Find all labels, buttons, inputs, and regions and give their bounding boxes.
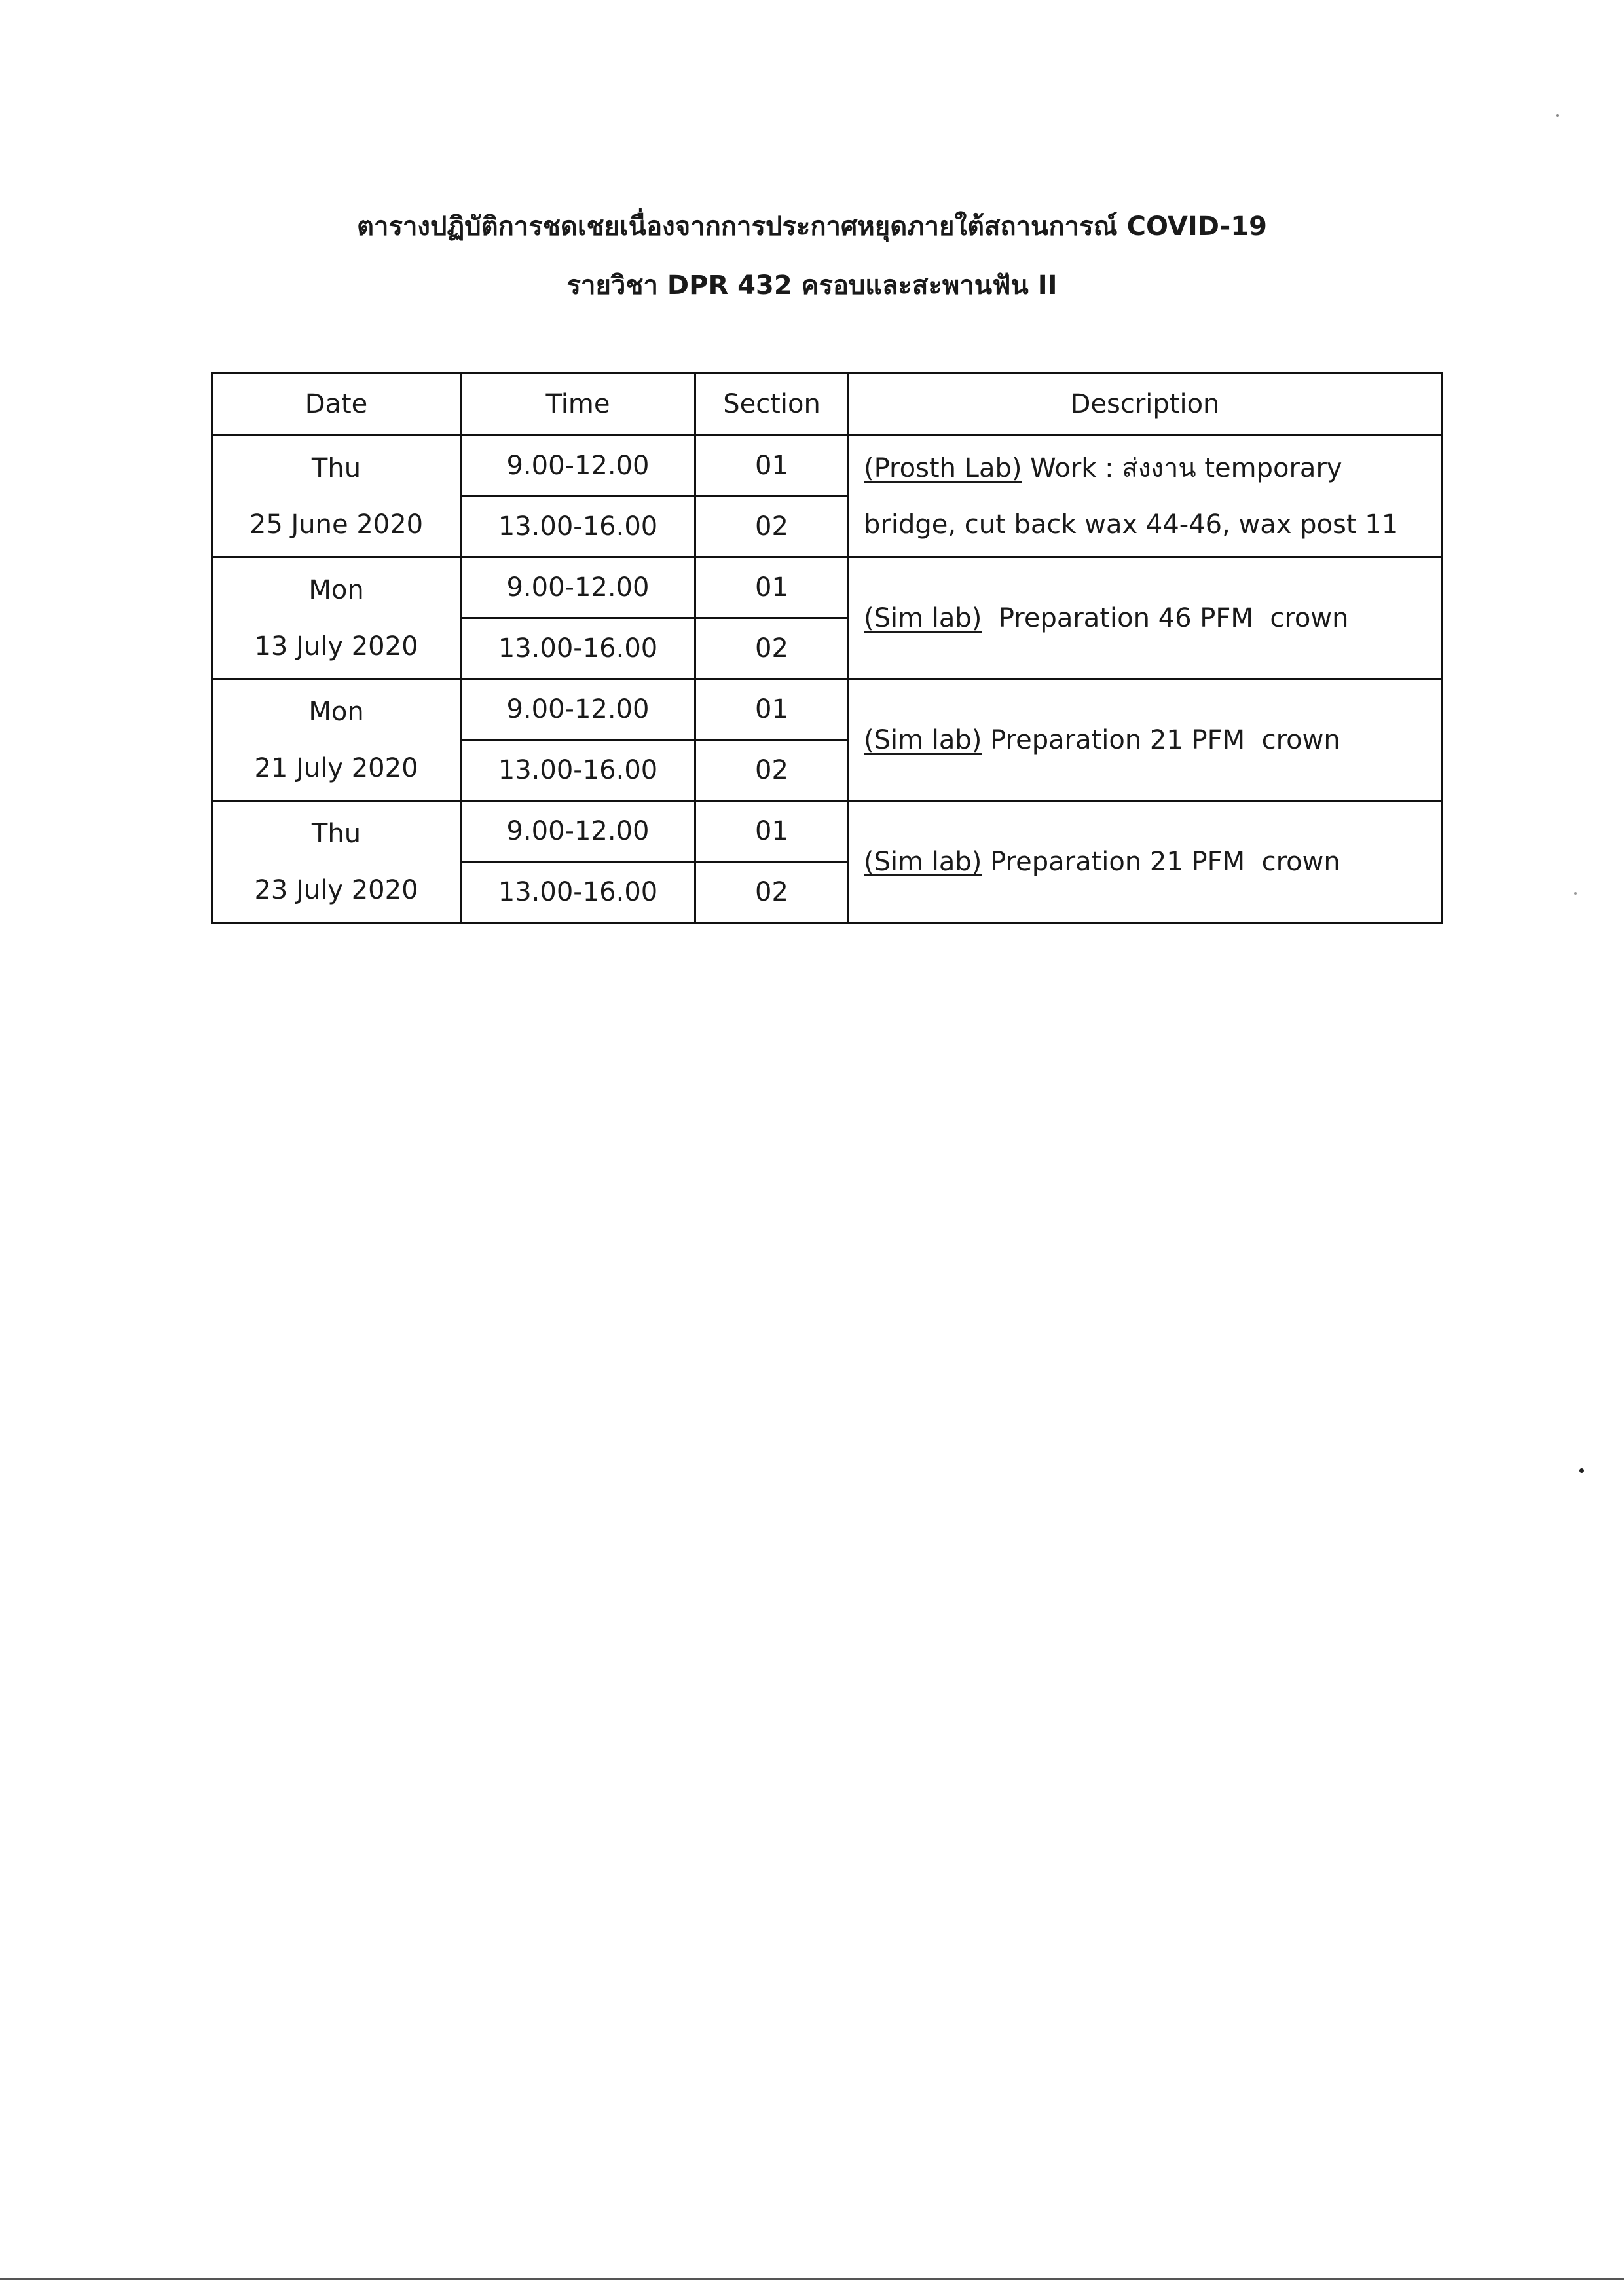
date-cell: [212, 436, 461, 557]
description-cell: [849, 801, 1442, 923]
header-time: Time: [461, 373, 695, 436]
day-label: Mon: [308, 696, 364, 727]
document-subtitle: รายวิชา DPR 432 ครอบและสะพานฟัน II: [566, 271, 1058, 301]
lab-tag: (Sim lab): [864, 724, 982, 755]
document-title: ตารางปฏิบัติการชดเชยเนื่องจากการประกาศหยุดภายใต้สถานการณ์ COVID-19: [357, 212, 1267, 242]
description-cell: [849, 679, 1442, 801]
header-description: Description: [849, 373, 1442, 436]
lab-tag: (Sim lab): [864, 846, 982, 877]
description-text: Preparation 21 PFM crown: [982, 724, 1340, 755]
table-row: [212, 801, 1442, 862]
date-label: 21 July 2020: [254, 753, 418, 783]
lab-tag: (Sim lab): [864, 603, 982, 633]
date-label: 23 July 2020: [254, 874, 418, 905]
description-text: Work : ส่งงาน temporary bridge, cut back wax 44-46, wax post 11: [864, 453, 1399, 540]
description-cell: [849, 436, 1442, 557]
date-cell: [212, 557, 461, 679]
date-label: 13 July 2020: [254, 631, 418, 662]
date-cell: [212, 679, 461, 801]
table-header-row: [212, 373, 1442, 436]
scan-speck: [1556, 114, 1559, 117]
time-cell: 13.00-16.00: [461, 618, 695, 679]
scan-speck: [1579, 1468, 1584, 1473]
section-cell: 01: [695, 801, 849, 862]
section-cell: 01: [695, 679, 849, 740]
day-label: Thu: [311, 818, 361, 849]
time-cell: 9.00-12.00: [461, 436, 695, 496]
lab-tag: (Prosth Lab): [864, 453, 1022, 483]
time-cell: 9.00-12.00: [461, 679, 695, 740]
section-cell: 01: [695, 557, 849, 618]
description-text: Preparation 21 PFM crown: [982, 846, 1340, 877]
date-label: 25 June 2020: [249, 509, 424, 540]
time-cell: 13.00-16.00: [461, 740, 695, 801]
page-bottom-edge: [0, 2278, 1624, 2280]
section-cell: 01: [695, 436, 849, 496]
description-text: Preparation 46 PFM crown: [982, 603, 1349, 633]
day-label: Thu: [311, 453, 361, 483]
description-cell: [849, 557, 1442, 679]
table-row: [212, 679, 1442, 740]
section-cell: 02: [695, 862, 849, 923]
time-cell: 13.00-16.00: [461, 496, 695, 557]
scan-speck: [1574, 892, 1577, 895]
section-cell: 02: [695, 496, 849, 557]
schedule-table: [211, 372, 1443, 924]
section-cell: 02: [695, 740, 849, 801]
header-date: Date: [212, 373, 461, 436]
time-cell: 9.00-12.00: [461, 557, 695, 618]
table-row: [212, 557, 1442, 618]
time-cell: 9.00-12.00: [461, 801, 695, 862]
day-label: Mon: [308, 574, 364, 605]
time-cell: 13.00-16.00: [461, 862, 695, 923]
date-cell: [212, 801, 461, 923]
header-section: Section: [695, 373, 849, 436]
table-row: [212, 436, 1442, 496]
section-cell: 02: [695, 618, 849, 679]
